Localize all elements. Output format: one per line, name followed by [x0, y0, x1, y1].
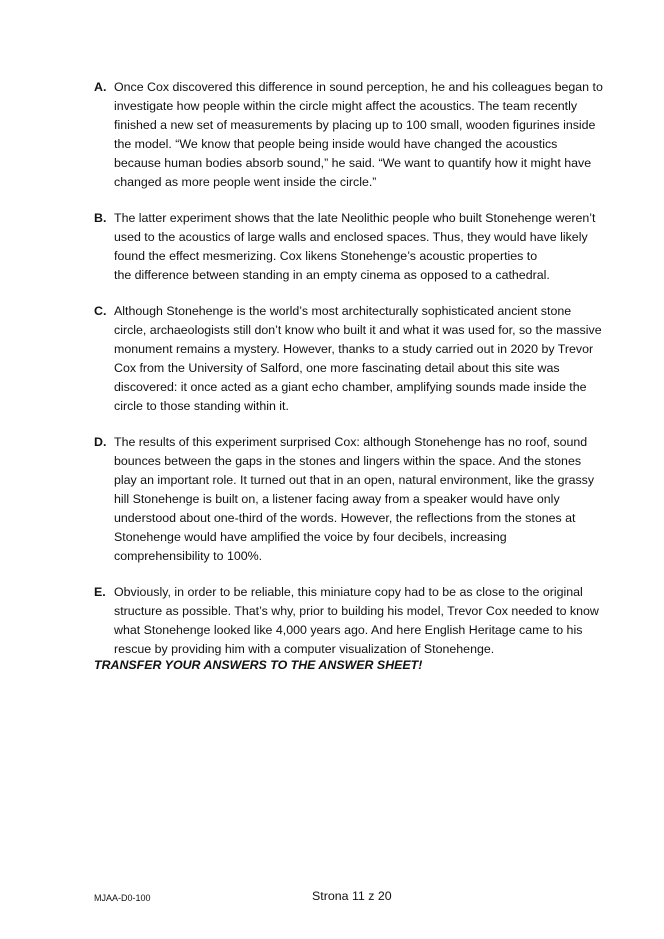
paragraph-line: investigate how people within the circle might affect the acoustics. The team recently [114, 99, 578, 113]
paragraph-letter: C. [94, 304, 107, 318]
paragraph-line: structure as possible. That’s why, prior to building his model, Trevor Cox needed to know [114, 604, 599, 618]
paragraph-line: discovered: it once acted as a giant echo chamber, amplifying sounds made inside the [114, 380, 587, 394]
paragraph-line: The results of this experiment surprised Cox: although Stonehenge has no roof, sound [114, 435, 588, 449]
paragraph-line: Cox from the University of Salford, one more fascinating detail about this site was [114, 361, 560, 375]
paragraph-line: bounces between the gaps in the stones and lingers within the space. And the stones [114, 454, 582, 468]
paragraph-line: circle to those standing within it. [114, 399, 289, 413]
paragraph-line: used to the acoustics of large walls and enclosed spaces. Thus, they would have likely [114, 230, 588, 244]
footer-page-number: Strona 11 z 20 [312, 889, 392, 903]
paragraph-line: circle, archaeologists still don’t know who built it and what it was used for, so the massive [114, 323, 602, 337]
paragraph-letter: E. [94, 585, 106, 599]
paragraph-text [114, 583, 614, 659]
paragraph-line: the model. “We know that people being inside would have changed the acoustics [114, 137, 558, 151]
paragraph-text [114, 302, 614, 416]
paragraph-line: understood about one-third of the words. However, the reflections from the stones at [114, 511, 576, 525]
paragraph-line: finished a new set of measurements by placing up to 100 small, wooden figurines inside [114, 118, 596, 132]
paragraph-c [94, 302, 614, 416]
paragraph-text [114, 78, 614, 192]
paragraph-line: found the effect mesmerizing. Cox likens Stonehenge’s acoustic properties to [114, 249, 538, 263]
footer-exam-code: MJAA-D0-100 [94, 893, 151, 903]
paragraph-line: Stonehenge would have amplified the voice by four decibels, increasing [114, 530, 507, 544]
paragraph-line: The latter experiment shows that the late Neolithic people who built Stonehenge weren’t [114, 211, 596, 225]
paragraph-line: Obviously, in order to be reliable, this miniature copy had to be as close to the original [114, 585, 583, 599]
paragraph-line: play an important role. It turned out that in an open, natural environment, like the grassy [114, 473, 595, 487]
paragraph-d [94, 433, 614, 566]
paragraph-e [94, 583, 614, 659]
paragraph-text [114, 209, 614, 285]
paragraph-list [94, 78, 614, 676]
paragraph-line: monument remains a mystery. However, thanks to a study carried out in 2020 by Trevor [114, 342, 594, 356]
paragraph-letter: A. [94, 80, 107, 94]
paragraph-line: hill Stonehenge is built on, a listener facing away from a speaker would have only [114, 492, 560, 506]
paragraph-letter: D. [94, 435, 107, 449]
paragraph-line: Once Cox discovered this difference in sound perception, he and his colleagues began to [114, 80, 603, 94]
paragraph-line: rescue by providing him with a computer visualization of Stonehenge. [114, 642, 495, 656]
paragraph-line: changed as more people went inside the circle.” [114, 175, 377, 189]
paragraph-letter: B. [94, 211, 107, 225]
paragraph-line: Although Stonehenge is the world’s most architecturally sophisticated ancient stone [114, 304, 572, 318]
paragraph-line: comprehensibility to 100%. [114, 549, 263, 563]
paragraph-a [94, 78, 614, 192]
paragraph-line: what Stonehenge looked like 4,000 years ago. And here English Heritage came to his [114, 623, 583, 637]
paragraph-b [94, 209, 614, 285]
transfer-instruction: TRANSFER YOUR ANSWERS TO THE ANSWER SHEET! [94, 658, 423, 672]
paragraph-line: because human bodies absorb sound,” he said. “We want to quantify how it might have [114, 156, 592, 170]
paragraph-text [114, 433, 614, 566]
paragraph-line: the difference between standing in an empty cinema as opposed to a cathedral. [114, 268, 550, 282]
